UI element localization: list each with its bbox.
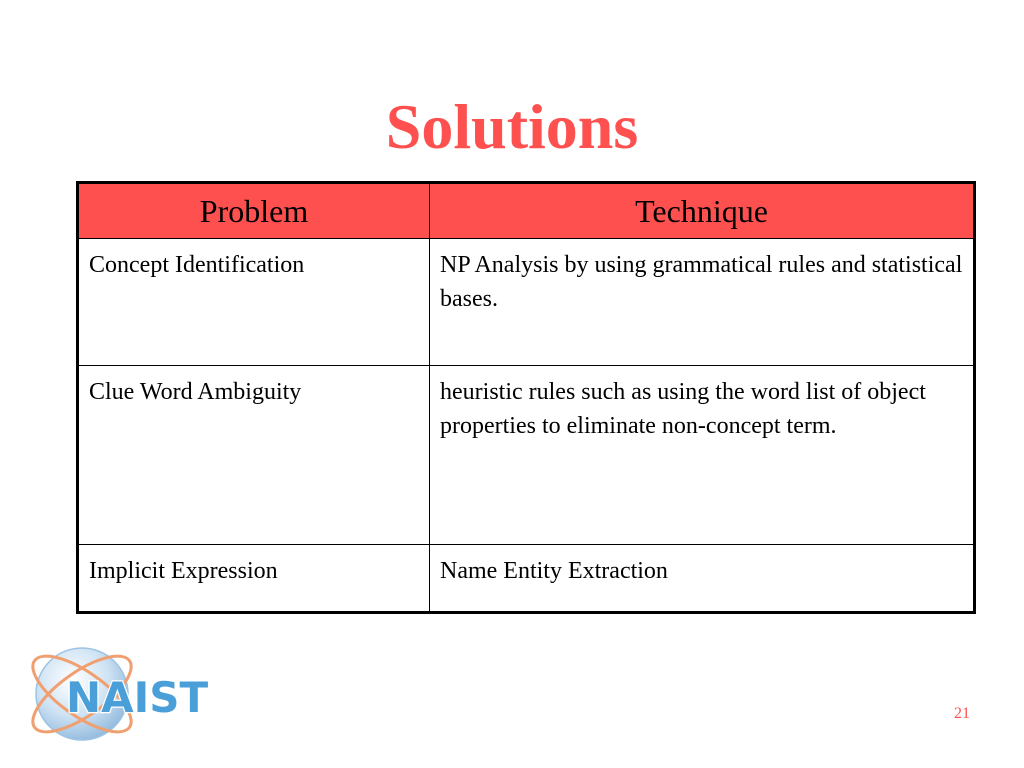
cell-problem: Concept Identification — [78, 239, 430, 366]
solutions-table — [76, 181, 976, 614]
slide-title: Solutions — [385, 90, 639, 162]
header-problem: Problem — [78, 183, 430, 239]
cell-problem: Implicit Expression — [78, 545, 430, 613]
table-row — [78, 366, 975, 545]
table-row — [78, 239, 975, 366]
table-row — [78, 545, 975, 613]
page-number: 21 — [954, 705, 970, 722]
cell-problem: Clue Word Ambiguity — [78, 366, 430, 545]
logo-text: NAIST — [66, 673, 209, 722]
cell-technique: heuristic rules such as using the word list of object properties to eliminate non-concept term. — [430, 366, 975, 545]
cell-technique: NP Analysis by using grammatical rules and statistical bases. — [430, 239, 975, 366]
header-technique: Technique — [430, 183, 975, 239]
naist-logo-icon — [20, 632, 220, 752]
table-header-row — [78, 183, 975, 239]
cell-technique: Name Entity Extraction — [430, 545, 975, 613]
